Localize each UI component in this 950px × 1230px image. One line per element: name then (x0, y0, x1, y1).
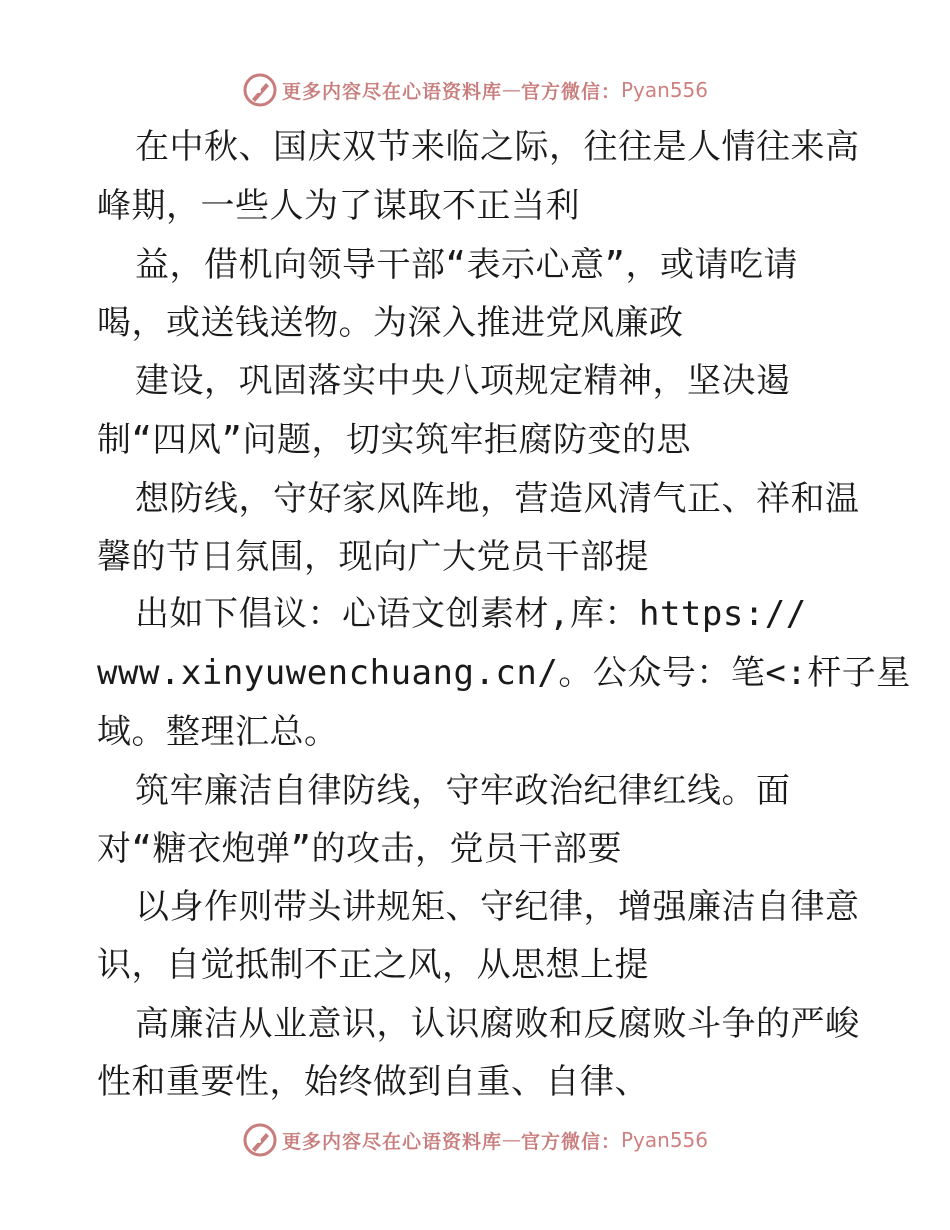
body-line: 以身作则带头讲规矩、守纪律，增强廉洁自律意 (135, 887, 860, 927)
body-line: 在中秋、国庆双节来临之际，往往是人情往来高 (135, 127, 860, 167)
footer-separator: — (501, 1129, 521, 1151)
footer-account: Pyan556 (621, 1128, 709, 1152)
body-line: 域。整理汇总。 (97, 712, 339, 752)
body-line: 喝，或送钱送物。为深入推进党风廉政 (97, 303, 684, 343)
footer-label: 官方微信： (520, 1130, 621, 1153)
body-line: 建设，巩固落实中央八项规定精神，坚决遏 (135, 361, 791, 401)
pen-logo-icon (242, 1122, 278, 1158)
body-line: 想防线，守好家风阵地，营造风清气正、祥和温 (135, 479, 860, 519)
header-account: Pyan556 (621, 78, 709, 102)
body-line: 出如下倡议：心语文创素材,库：https:// (135, 594, 807, 634)
header-separator: — (501, 79, 521, 101)
header-watermark (0, 70, 950, 110)
footer-watermark (0, 1120, 950, 1160)
header-brand: 更多内容尽在心语资料库 (281, 80, 502, 103)
body-line: 筑牢廉洁自律防线，守牢政治纪律红线。面 (135, 771, 791, 811)
body-line: 高廉洁从业意识，认识腐败和反腐败斗争的严峻 (135, 1004, 860, 1044)
footer-brand: 更多内容尽在心语资料库 (281, 1130, 502, 1153)
header-label: 官方微信： (520, 80, 621, 103)
body-line: 馨的节日氛围，现向广大党员干部提 (97, 537, 649, 577)
body-line: 识，自觉抵制不正之风，从思想上提 (97, 945, 649, 985)
body-line: 对“糖衣炮弹”的攻击，党员干部要 (97, 829, 622, 869)
body-line: 性和重要性，始终做到自重、自律、 (97, 1062, 649, 1102)
pen-logo-icon (242, 72, 278, 108)
body-line: 益，借机向领导干部“表示心意”，或请吃请 (135, 245, 798, 285)
body-line: 制“四风”问题，切实筑牢拒腐防变的思 (97, 420, 691, 460)
body-line: 峰期，一些人为了谋取不正当利 (97, 186, 580, 226)
body-line: www.xinyuwenchuang.cn/。公众号：笔<:杆子星 (97, 653, 911, 693)
